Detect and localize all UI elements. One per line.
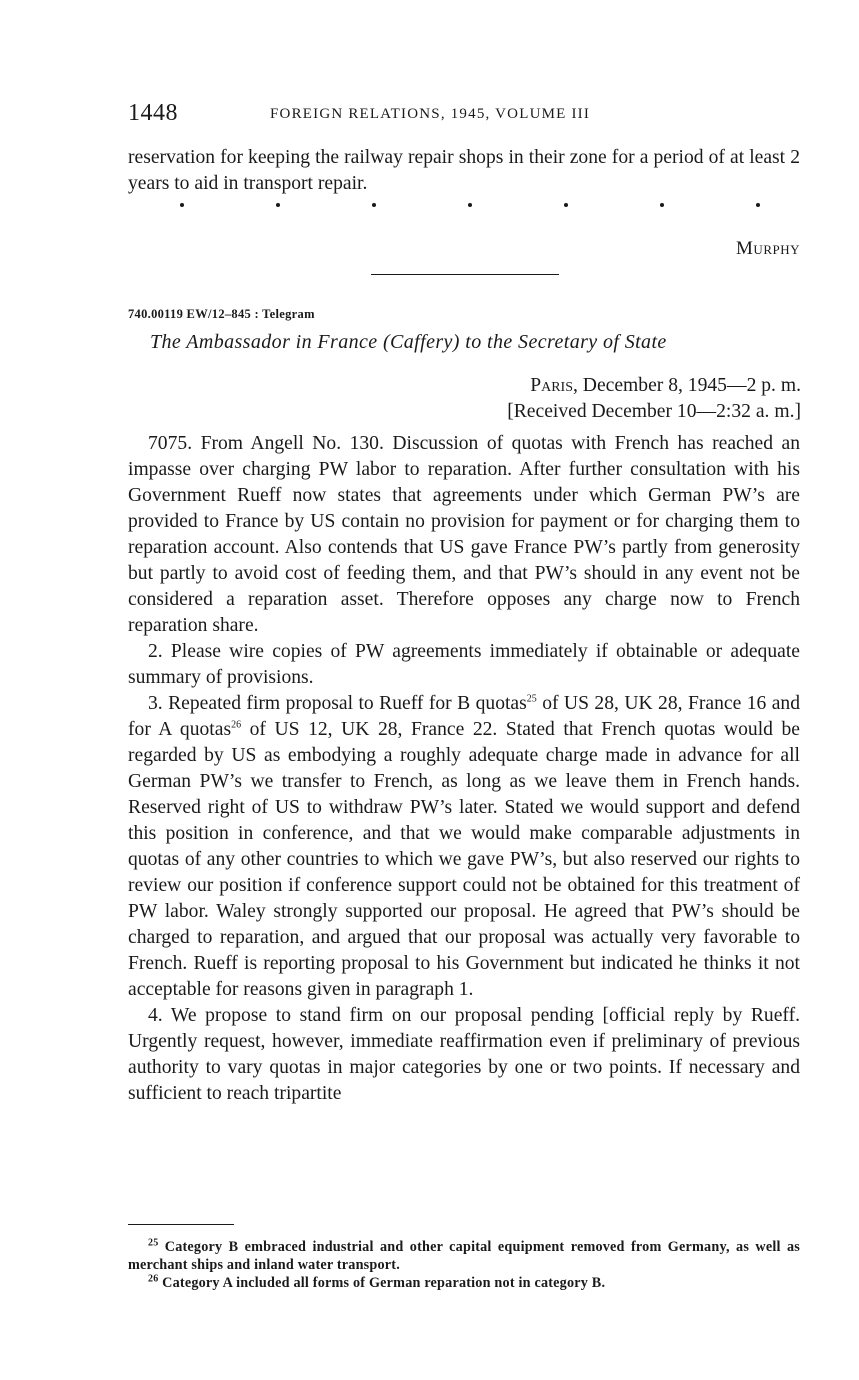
- footnote-divider: [128, 1224, 234, 1225]
- dateline: [530, 373, 801, 399]
- continuation-text: reservation for keeping the railway repair shops in their zone for a period of at least 2 years to aid in transport repair.: [128, 147, 800, 194]
- document-title: The Ambassador in France (Caffery) to the Secretary of State: [150, 331, 667, 353]
- footnote-text: Category B embraced industrial and other capital equipment removed from Germany, as well as merchant ships and inland water transport.: [128, 1239, 800, 1273]
- telegram-body: [128, 431, 800, 1107]
- paragraph-4: 4. We propose to stand firm on our proposal pending [official reply by Rueff. Urgently request, however, immediate reaffirmation even if preliminary of previous authority to vary quotas in major categories by one or two points. If necessary and sufficient to reach tripartite: [128, 1005, 800, 1104]
- paragraph-3: [128, 691, 800, 1003]
- ellipsis-dot: [756, 203, 760, 207]
- footnote-26: [128, 1274, 800, 1292]
- paragraph-1: 7075. From Angell No. 130. Discussion of quotas with French has reached an impasse over charging PW labor to reparation. After further consultation with his Government Rueff now states that agreements under which German PW’s are provided to France by US contain no provision for payment or for charging them to reparation account. Also contends that US gave France PW’s partly from generosity but partly to avoid cost of feeding them, and that PW’s should in any event not be considered a reparation asset. Therefore opposes any charge now to French reparation share.: [128, 433, 800, 636]
- dateline-place: Paris: [530, 375, 573, 396]
- ellipsis-dots: [180, 203, 760, 207]
- running-head: FOREIGN RELATIONS, 1945, VOLUME III: [270, 106, 591, 122]
- section-divider: [371, 274, 559, 275]
- paragraph-3-part-a: 3. Repeated firm proposal to Rueff for B quotas: [148, 693, 527, 714]
- footnote-ref-26: 26: [231, 719, 242, 731]
- ellipsis-dot: [276, 203, 280, 207]
- signature: Murphy: [736, 238, 800, 259]
- page-header: [128, 100, 800, 130]
- footnotes: [128, 1238, 800, 1292]
- ellipsis-dot: [564, 203, 568, 207]
- ellipsis-dot: [660, 203, 664, 207]
- page-number: 1448: [128, 100, 178, 126]
- file-reference: 740.00119 EW/12–845 : Telegram: [128, 307, 315, 321]
- received-line: [Received December 10—2:32 a. m.]: [507, 401, 801, 422]
- paragraph-2: 2. Please wire copies of PW agreements immediately if obtainable or adequate summary of provisions.: [128, 641, 800, 688]
- footnote-number: 26: [148, 1273, 159, 1285]
- footnote-text: Category A included all forms of German reparation not in category B.: [158, 1275, 606, 1291]
- continuation-paragraph: [128, 145, 800, 197]
- ellipsis-dot: [180, 203, 184, 207]
- paragraph-3-part-b: of US 28, UK 28, France 16 and for A quotas: [128, 693, 800, 740]
- dateline-date: , December 8, 1945—2 p. m.: [573, 375, 801, 396]
- footnote-25: [128, 1238, 800, 1274]
- paragraph-3-part-c: of US 12, UK 28, France 22. Stated that French quotas would be regarded by US as embodying a roughly adequate charge made in advance for all German PW’s we transfer to French, as long as we leave them in French hands. Reserved right of US to withdraw PW’s later. Stated we would support and defend this position in conference, and that we would make comparable adjustments in quotas of any other countries to which we gave PW’s, but also reserved our rights to review our position if conference support could not be obtained for this treatment of PW labor. Waley strongly supported our proposal. He agreed that PW’s should be charged to reparation, and argued that our proposal was actually very favorable to French. Rueff is reporting proposal to his Government but indicated he thinks it not acceptable for reasons given in paragraph 1.: [128, 719, 800, 1000]
- ellipsis-dot: [468, 203, 472, 207]
- footnote-ref-25: 25: [526, 693, 537, 705]
- footnote-number: 25: [148, 1237, 159, 1249]
- ellipsis-dot: [372, 203, 376, 207]
